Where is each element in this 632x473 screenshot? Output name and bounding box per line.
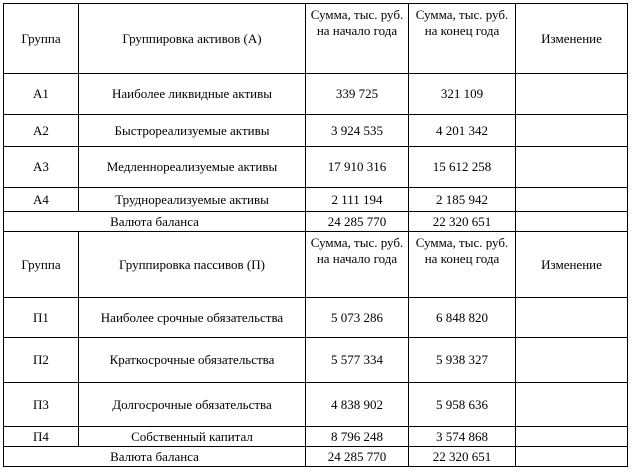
value-start: 339 725 (306, 74, 409, 115)
value-end: 5 938 327 (409, 338, 516, 383)
header-sum-start: Сумма, тыс. руб. на начало года (306, 232, 409, 298)
group-name: Труднореализуемые активы (79, 188, 306, 212)
table-row (4, 188, 628, 212)
value-start: 5 073 286 (306, 298, 409, 338)
value-change (516, 427, 628, 447)
header-group: Группа (4, 4, 79, 74)
value-end: 4 201 342 (409, 115, 516, 147)
value-end: 321 109 (409, 74, 516, 115)
value-start: 17 910 316 (306, 147, 409, 188)
group-code: А3 (4, 147, 79, 188)
value-change (516, 188, 628, 212)
value-change (516, 338, 628, 383)
liabilities-header-row (4, 232, 628, 298)
total-start: 24 285 770 (306, 447, 409, 467)
value-start: 3 924 535 (306, 115, 409, 147)
group-code: П3 (4, 383, 79, 427)
group-code: А2 (4, 115, 79, 147)
table-row (4, 115, 628, 147)
value-start: 8 796 248 (306, 427, 409, 447)
group-name: Медленнореализуемые активы (79, 147, 306, 188)
assets-header-row (4, 4, 628, 74)
value-start: 5 577 334 (306, 338, 409, 383)
value-end: 15 612 258 (409, 147, 516, 188)
balance-table (3, 3, 628, 467)
group-name: Быстрореализуемые активы (79, 115, 306, 147)
table-row (4, 74, 628, 115)
header-grouping-liabilities: Группировка пассивов (П) (79, 232, 306, 298)
group-name: Краткосрочные обязательства (79, 338, 306, 383)
group-code: А1 (4, 74, 79, 115)
total-change (516, 212, 628, 232)
value-change (516, 383, 628, 427)
total-start: 24 285 770 (306, 212, 409, 232)
header-sum-end: Сумма, тыс. руб. на конец года (409, 4, 516, 74)
header-sum-end: Сумма, тыс. руб. на конец года (409, 232, 516, 298)
header-change: Изменение (516, 4, 628, 74)
group-code: П2 (4, 338, 79, 383)
group-code: П4 (4, 427, 79, 447)
group-name: Собственный капитал (79, 427, 306, 447)
header-change: Изменение (516, 232, 628, 298)
group-name: Долгосрочные обязательства (79, 383, 306, 427)
header-group: Группа (4, 232, 79, 298)
value-change (516, 147, 628, 188)
group-name: Наиболее срочные обязательства (79, 298, 306, 338)
value-end: 6 848 820 (409, 298, 516, 338)
value-start: 4 838 902 (306, 383, 409, 427)
table-row (4, 383, 628, 427)
total-change (516, 447, 628, 467)
liabilities-total-row (4, 447, 628, 467)
value-start: 2 111 194 (306, 188, 409, 212)
total-label: Валюта баланса (4, 447, 306, 467)
total-end: 22 320 651 (409, 447, 516, 467)
value-end: 5 958 636 (409, 383, 516, 427)
value-change (516, 115, 628, 147)
total-end: 22 320 651 (409, 212, 516, 232)
table-row (4, 338, 628, 383)
group-code: А4 (4, 188, 79, 212)
assets-total-row (4, 212, 628, 232)
value-change (516, 298, 628, 338)
group-name: Наиболее ликвидные активы (79, 74, 306, 115)
table-row (4, 298, 628, 338)
value-end: 3 574 868 (409, 427, 516, 447)
group-code: П1 (4, 298, 79, 338)
total-label: Валюта баланса (4, 212, 306, 232)
header-grouping-assets: Группировка активов (А) (79, 4, 306, 74)
value-change (516, 74, 628, 115)
value-end: 2 185 942 (409, 188, 516, 212)
table-row (4, 427, 628, 447)
header-sum-start: Сумма, тыс. руб. на начало года (306, 4, 409, 74)
table-row (4, 147, 628, 188)
